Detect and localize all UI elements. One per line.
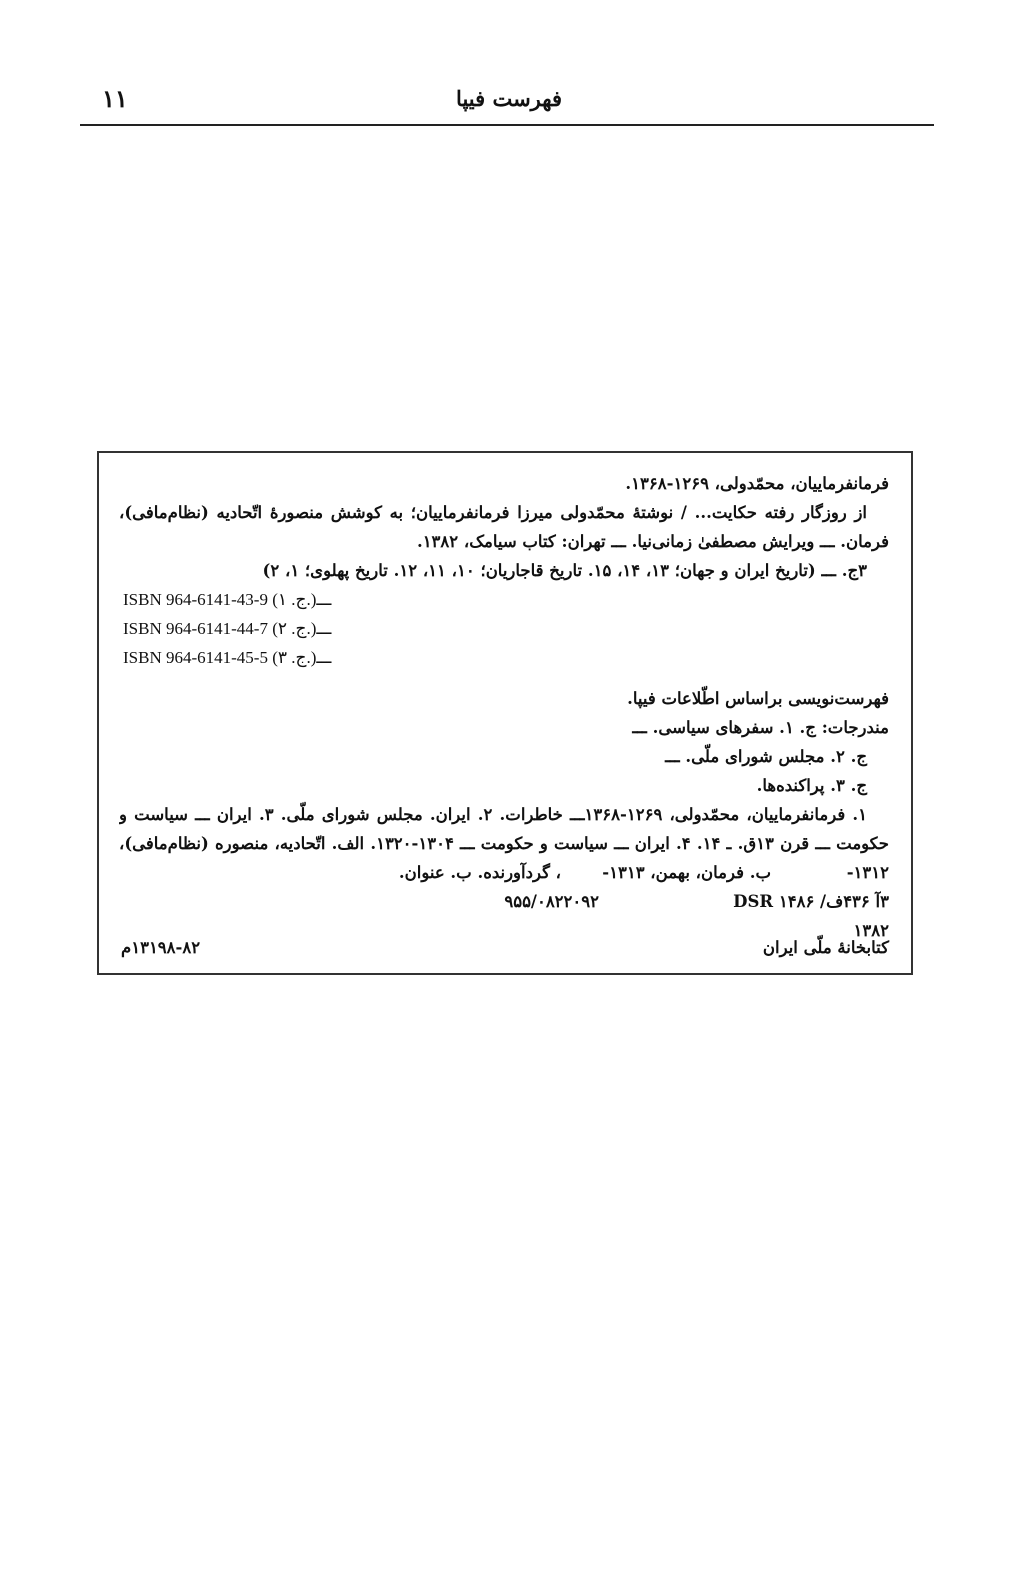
author-entry: فرمانفرماييان، محمّدولی، ۱۲۶۹-۱۳۶۸. [625,474,889,493]
record-number: ۱۳۱۹۸-۸۲م [121,938,201,957]
isbn-line: ISBN 964-6141-45-5 (۳ .ج.)ـــ [123,648,332,667]
series-statement: ۳ج. ـــ (تاريخ ايران و جهان؛ ۱۳، ۱۴، ۱۵. تاريخ قاجاريان؛ ۱۰، ۱۱، ۱۲. تاريخ پهلوی؛ ۱، ۲) [262,561,867,580]
subject-line-2: حکومت ـــ قرن ۱۳ق. ـ ۱۴. ۴. ايران ـــ سياست و حکومت ـــ ۱۳۰۴-۱۳۲۰. الف. اتّحاديه، منصوره (نظام‌مافی)، [119,834,889,853]
cataloging-note: فهرست‌نويسی براساس اطّلاعات فيپا. [627,689,889,708]
contents-note-volume-3: ج. ۳. پراکنده‌ها. [756,776,867,795]
subject-line-3-year: ۱۳۱۲- [846,863,889,882]
contents-note: مندرجات: ج. ۱. سفرهای سياسی. ـــ [632,718,889,737]
isbn-line: ISBN 964-6141-44-7 (۲ .ج.)ـــ [123,619,332,638]
contents-note-volume-2: ج. ۲. مجلس شورای ملّی. ـــ [665,747,867,766]
subject-line-3 [119,858,889,887]
classification-year: ۱۳۸۲ [853,921,889,940]
subject-line-3-title: ، گردآورنده. ب. عنوان. [398,863,561,882]
classification-row [119,887,889,916]
page-number: ۱۱ [102,84,128,113]
dewey-classification: ۹۵۵/۰۸۲۲۰۹۲ [504,892,599,911]
title-statement-line-1: از روزگار رفته حکايت... / نوشتهٔ محمّدولی ميرزا فرمانفرماييان؛ به کوشش منصورهٔ اتّحاديه (نظام‌مافی)، [119,503,867,522]
subject-line-1: ۱. فرمانفرماييان، محمّدولی، ۱۲۶۹-۱۳۶۸ـــ خاطرات. ۲. ايران. مجلس شورای ملّی. ۳. ايران ـــ سياست و [119,805,867,824]
title-statement-line-2: فرمان. ـــ ويرايش مصطفیٰ زمانی‌نيا. ـــ تهران: کتاب سيامک، ۱۳۸۲. [416,532,889,551]
lc-classification: ۳آ ۴۳۶ف/ ۱۴۸۶ DSR [733,892,889,911]
subject-line-3-added-entry: ب. فرمان، بهمن، ۱۳۱۳- [602,863,771,882]
catalog-card [97,451,913,975]
isbn-line: ISBN 964-6141-43-9 (۱ .ج.)ـــ [123,590,332,609]
catalog-card-body [119,469,889,945]
library-name: کتابخانهٔ ملّی ايران [762,938,889,957]
page-header [80,84,934,126]
catalog-card-footer [121,933,889,963]
page-title: فهرست فيپا [456,86,562,111]
